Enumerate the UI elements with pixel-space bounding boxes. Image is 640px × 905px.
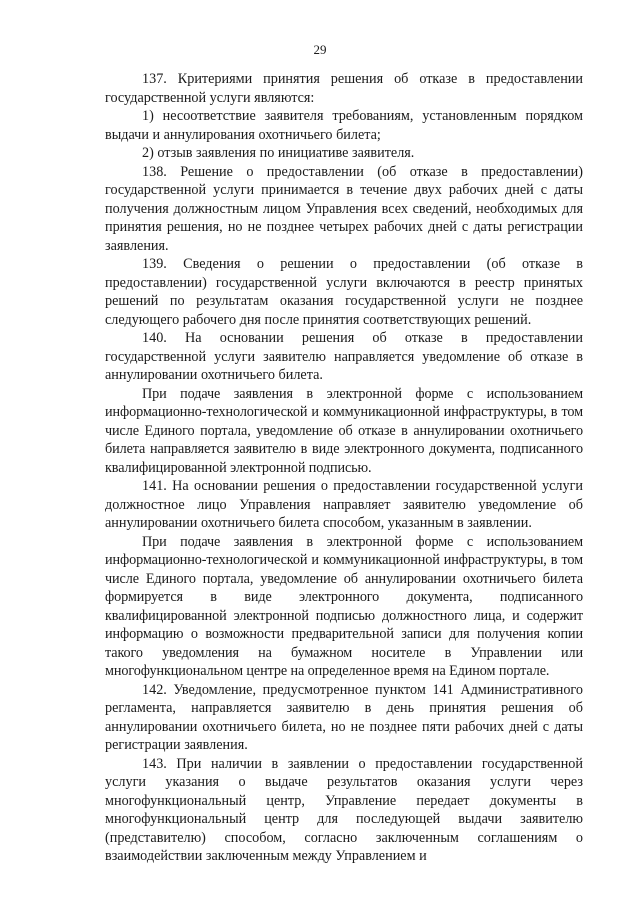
document-body	[105, 70, 583, 866]
paragraph-138: 138. Решение о предоставлении (об отказе в предоставлении) государственной услуги принимается в течение двух рабочих дней с даты получения должностным лицом Управления всех сведений, необходимых для принятия решения, но не позднее четырех рабочих дней с даты регистрации заявления.	[105, 163, 583, 254]
paragraph-137-item-1: 1) несоответствие заявителя требованиям, установленным порядком выдачи и аннулирования охотничьего билета;	[105, 108, 583, 143]
paragraph-143: 143. При наличии в заявлении о предоставлении государственной услуги указания о выдаче результатов оказания услуги через многофункциональный центр, Управление передает документы в многофункциональный центр для последующей выдачи заявителю (представителю) способом, согласно заключенным соглашениям о взаимодействии заключенным между Управлением и	[105, 755, 583, 864]
paragraph-141-electronic: При подаче заявления в электронной форме с использованием информационно-технологической и коммуникационной инфраструктуры, в том числе Единого портала, уведомление об аннулировании охотничьего билета формируется в виде электронного документа, подписанного квалифицированной электронной подписью должностного лица, и содержит информацию о возможности предварительной записи для получения копии такого уведомления на бумажном носителе в Управлении или многофункциональном центре на определенное время на Едином портале.	[105, 533, 583, 679]
paragraph-141: 141. На основании решения о предоставлении государственной услуги должностное лицо Управления направляет заявителю уведомление об аннулировании охотничьего билета способом, указанным в заявлении.	[105, 478, 583, 531]
paragraph-140: 140. На основании решения об отказе в предоставлении государственной услуги заявителю направляется уведомление об отказе в аннулировании охотничьего билета.	[105, 330, 583, 383]
page-number: 29	[313, 42, 327, 57]
paragraph-139: 139. Сведения о решении о предоставлении (об отказе в предоставлении) государственной услуги включаются в реестр принятых решений по результатам оказания государственной услуги не позднее следующего рабочего дня после принятия соответствующих решений.	[105, 256, 583, 328]
paragraph-140-electronic: При подаче заявления в электронной форме с использованием информационно-технологической и коммуникационной инфраструктуры, в том числе Единого портала, уведомление об отказе в аннулировании охотничьего билета направляется заявителю в виде электронного документа, подписанного квалифицированной электронной подписью.	[105, 385, 583, 476]
paragraph-142: 142. Уведомление, предусмотренное пунктом 141 Административного регламента, направляется заявителю в день принятия решения об аннулировании охотничьего билета, но не позднее пяти рабочих дней с даты регистрации заявления.	[105, 681, 583, 753]
paragraph-137-item-2: 2) отзыв заявления по инициативе заявителя.	[142, 145, 415, 161]
paragraph-137: 137. Критериями принятия решения об отказе в предоставлении государственной услуги являются:	[105, 71, 583, 106]
